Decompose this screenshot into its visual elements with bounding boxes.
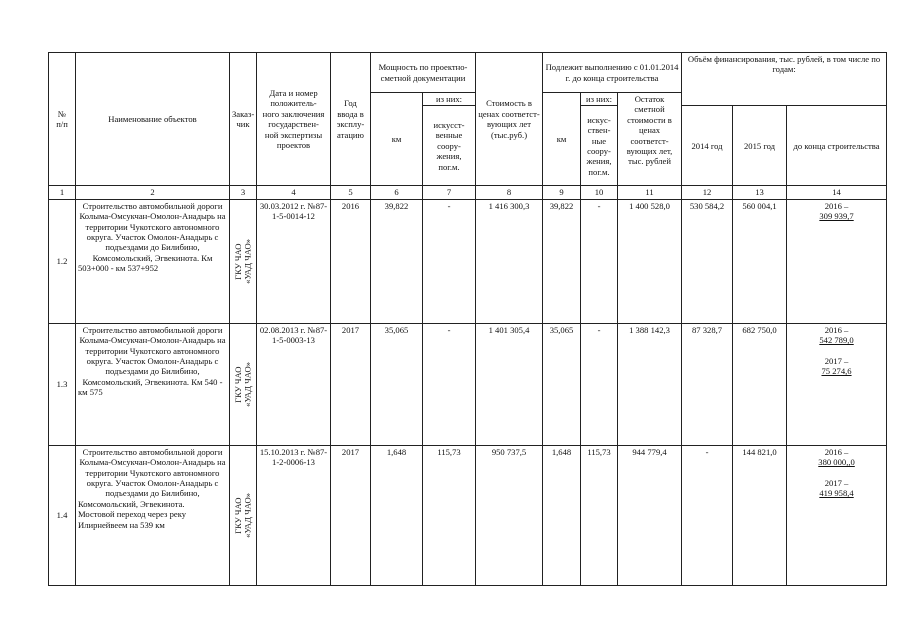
km-cell: 35,065 bbox=[371, 323, 423, 445]
header-2015: 2015 год bbox=[733, 106, 787, 186]
col-number: 2 bbox=[76, 186, 230, 199]
col-number: 8 bbox=[476, 186, 543, 199]
until-label: 2016 – bbox=[824, 446, 849, 457]
col-number: 9 bbox=[543, 186, 581, 199]
until-value: 419 958,4 bbox=[819, 488, 854, 499]
header-capacity: Мощность по проектно-сметной документации bbox=[371, 53, 476, 93]
col-number: 12 bbox=[682, 186, 733, 199]
header-cost: Стоимость в ценах соответст- вующих лет (тыс.руб.) bbox=[476, 53, 543, 186]
header-customer: Заказ- чик bbox=[230, 53, 257, 186]
col-number: 13 bbox=[733, 186, 787, 199]
y2015-cell: 560 004,1 bbox=[733, 199, 787, 323]
until-label: 2017 – bbox=[824, 355, 849, 366]
customer-cell bbox=[230, 323, 257, 445]
object-name-extra: Мостовой переход через реку Илирнейвеем на 539 км bbox=[78, 509, 187, 530]
y2015-cell: 144 821,0 bbox=[733, 445, 787, 585]
km2-cell: 1,648 bbox=[543, 445, 581, 585]
object-name-text: Строительство автомобильной дороги Колыма-Омсукчан-Омолон-Анадырь на территории Чукотского автономного округа. Участок Омолон-Анадырь с подъездами до Билибино, Комсомольский, Эгвекинота. bbox=[78, 446, 226, 509]
column-number-row bbox=[49, 186, 887, 199]
col-number: 5 bbox=[331, 186, 371, 199]
year-cell: 2016 bbox=[331, 199, 371, 323]
y2014-cell: 530 584,2 bbox=[682, 199, 733, 323]
y2014-cell: 87 328,7 bbox=[682, 323, 733, 445]
customer-cell bbox=[230, 199, 257, 323]
cost-cell: 1 416 300,3 bbox=[476, 199, 543, 323]
customer-cell bbox=[230, 445, 257, 585]
header-year: Год ввода в эксплу- атацию bbox=[331, 53, 371, 186]
col-number: 14 bbox=[787, 186, 887, 199]
cost-cell: 950 737,5 bbox=[476, 445, 543, 585]
header-2014: 2014 год bbox=[682, 106, 733, 186]
km-cell: 39,822 bbox=[371, 199, 423, 323]
header-financing: Объём финансирования, тыс. рублей, в том числе по годам: bbox=[682, 53, 887, 106]
expertise-cell: 15.10.2013 г. №87-1-2-0006-13 bbox=[257, 445, 331, 585]
object-name: Строительство автомобильной дороги Колыма-Омсукчан-Омолон-Анадырь на территории Чукотского автономного округа. Участок Омолон-Анадырь с подъездами до Билибино, Комсомольский, Эгвекинота. Км 540 - км 575 bbox=[76, 323, 230, 445]
until-label: 2017 – bbox=[824, 477, 849, 488]
header-artificial: искусст- венные соору- жения, пог.м. bbox=[423, 106, 476, 186]
artificial2-cell: - bbox=[581, 199, 618, 323]
table-row bbox=[49, 445, 887, 585]
until-label: 2016 – bbox=[824, 324, 849, 335]
col-number: 11 bbox=[618, 186, 682, 199]
col-number: 1 bbox=[49, 186, 76, 199]
year-cell: 2017 bbox=[331, 445, 371, 585]
header-km: км bbox=[371, 93, 423, 186]
until-value: 75 274,6 bbox=[821, 366, 852, 377]
header-of-them: из них: bbox=[423, 93, 476, 106]
spacer bbox=[789, 468, 884, 478]
y2015-cell: 682 750,0 bbox=[733, 323, 787, 445]
object-name: Строительство автомобильной дороги Колыма-Омсукчан-Омолон-Анадырь на территории Чукотского автономного округа. Участок Омолон-Анадырь с подъездами до Билибино, Комсомольский, Эгвекинота. Км 503+000 - км 537+952 bbox=[76, 199, 230, 323]
spacer bbox=[789, 346, 884, 356]
customer-label: ГКУ ЧАО «УАД ЧАО» bbox=[232, 361, 252, 407]
col-number: 4 bbox=[257, 186, 331, 199]
year-cell: 2017 bbox=[331, 323, 371, 445]
artificial2-cell: 115,73 bbox=[581, 445, 618, 585]
until-end-cell bbox=[787, 323, 887, 445]
until-label: 2016 – bbox=[824, 200, 849, 211]
header-expertise: Дата и номер положитель- ного заключения государствен- ной экспертизы проектов bbox=[257, 53, 331, 186]
until-end-cell bbox=[787, 199, 887, 323]
expertise-cell: 30.03.2012 г. №87-1-5-0014-12 bbox=[257, 199, 331, 323]
until-value: 542 789,0 bbox=[819, 335, 854, 346]
row-num: 1.4 bbox=[49, 445, 76, 585]
artificial2-cell: - bbox=[581, 323, 618, 445]
header-balance: Остаток сметной стоимости в ценах соответст- вующих лет, тыс. рублей bbox=[618, 93, 682, 186]
customer-label: ГКУ ЧАО «УАД ЧАО» bbox=[232, 492, 252, 538]
header-of-them-2: из них: bbox=[581, 93, 618, 106]
row-num: 1.3 bbox=[49, 323, 76, 445]
col-number: 6 bbox=[371, 186, 423, 199]
object-name bbox=[76, 445, 230, 585]
balance-cell: 1 388 142,3 bbox=[618, 323, 682, 445]
until-end-cell bbox=[787, 445, 887, 585]
col-number: 3 bbox=[230, 186, 257, 199]
header-name: Наименование объектов bbox=[76, 53, 230, 186]
table-row bbox=[49, 199, 887, 323]
balance-cell: 944 779,4 bbox=[618, 445, 682, 585]
investment-table bbox=[48, 52, 887, 586]
header-num: № п/п bbox=[49, 53, 76, 186]
header-until-end: до конца строительства bbox=[787, 106, 887, 186]
y2014-cell: - bbox=[682, 445, 733, 585]
header-remaining: Подлежит выполнению с 01.01.2014 г. до конца строительства bbox=[543, 53, 682, 93]
km-cell: 1,648 bbox=[371, 445, 423, 585]
table-row bbox=[49, 323, 887, 445]
artificial-cell: - bbox=[423, 199, 476, 323]
expertise-cell: 02.08.2013 г. №87-1-5-0003-13 bbox=[257, 323, 331, 445]
cost-cell: 1 401 305,4 bbox=[476, 323, 543, 445]
header-artificial-2: искус- ствен- ные соору- жения, пог.м. bbox=[581, 106, 618, 186]
customer-label: ГКУ ЧАО «УАД ЧАО» bbox=[232, 238, 252, 284]
artificial-cell: 115,73 bbox=[423, 445, 476, 585]
col-number: 10 bbox=[581, 186, 618, 199]
km2-cell: 35,065 bbox=[543, 323, 581, 445]
until-value: 309 939,7 bbox=[819, 211, 854, 222]
col-number: 7 bbox=[423, 186, 476, 199]
artificial-cell: - bbox=[423, 323, 476, 445]
until-value: 380 000,,0 bbox=[818, 457, 855, 468]
row-num: 1.2 bbox=[49, 199, 76, 323]
balance-cell: 1 400 528,0 bbox=[618, 199, 682, 323]
header-km2: км bbox=[543, 93, 581, 186]
km2-cell: 39,822 bbox=[543, 199, 581, 323]
